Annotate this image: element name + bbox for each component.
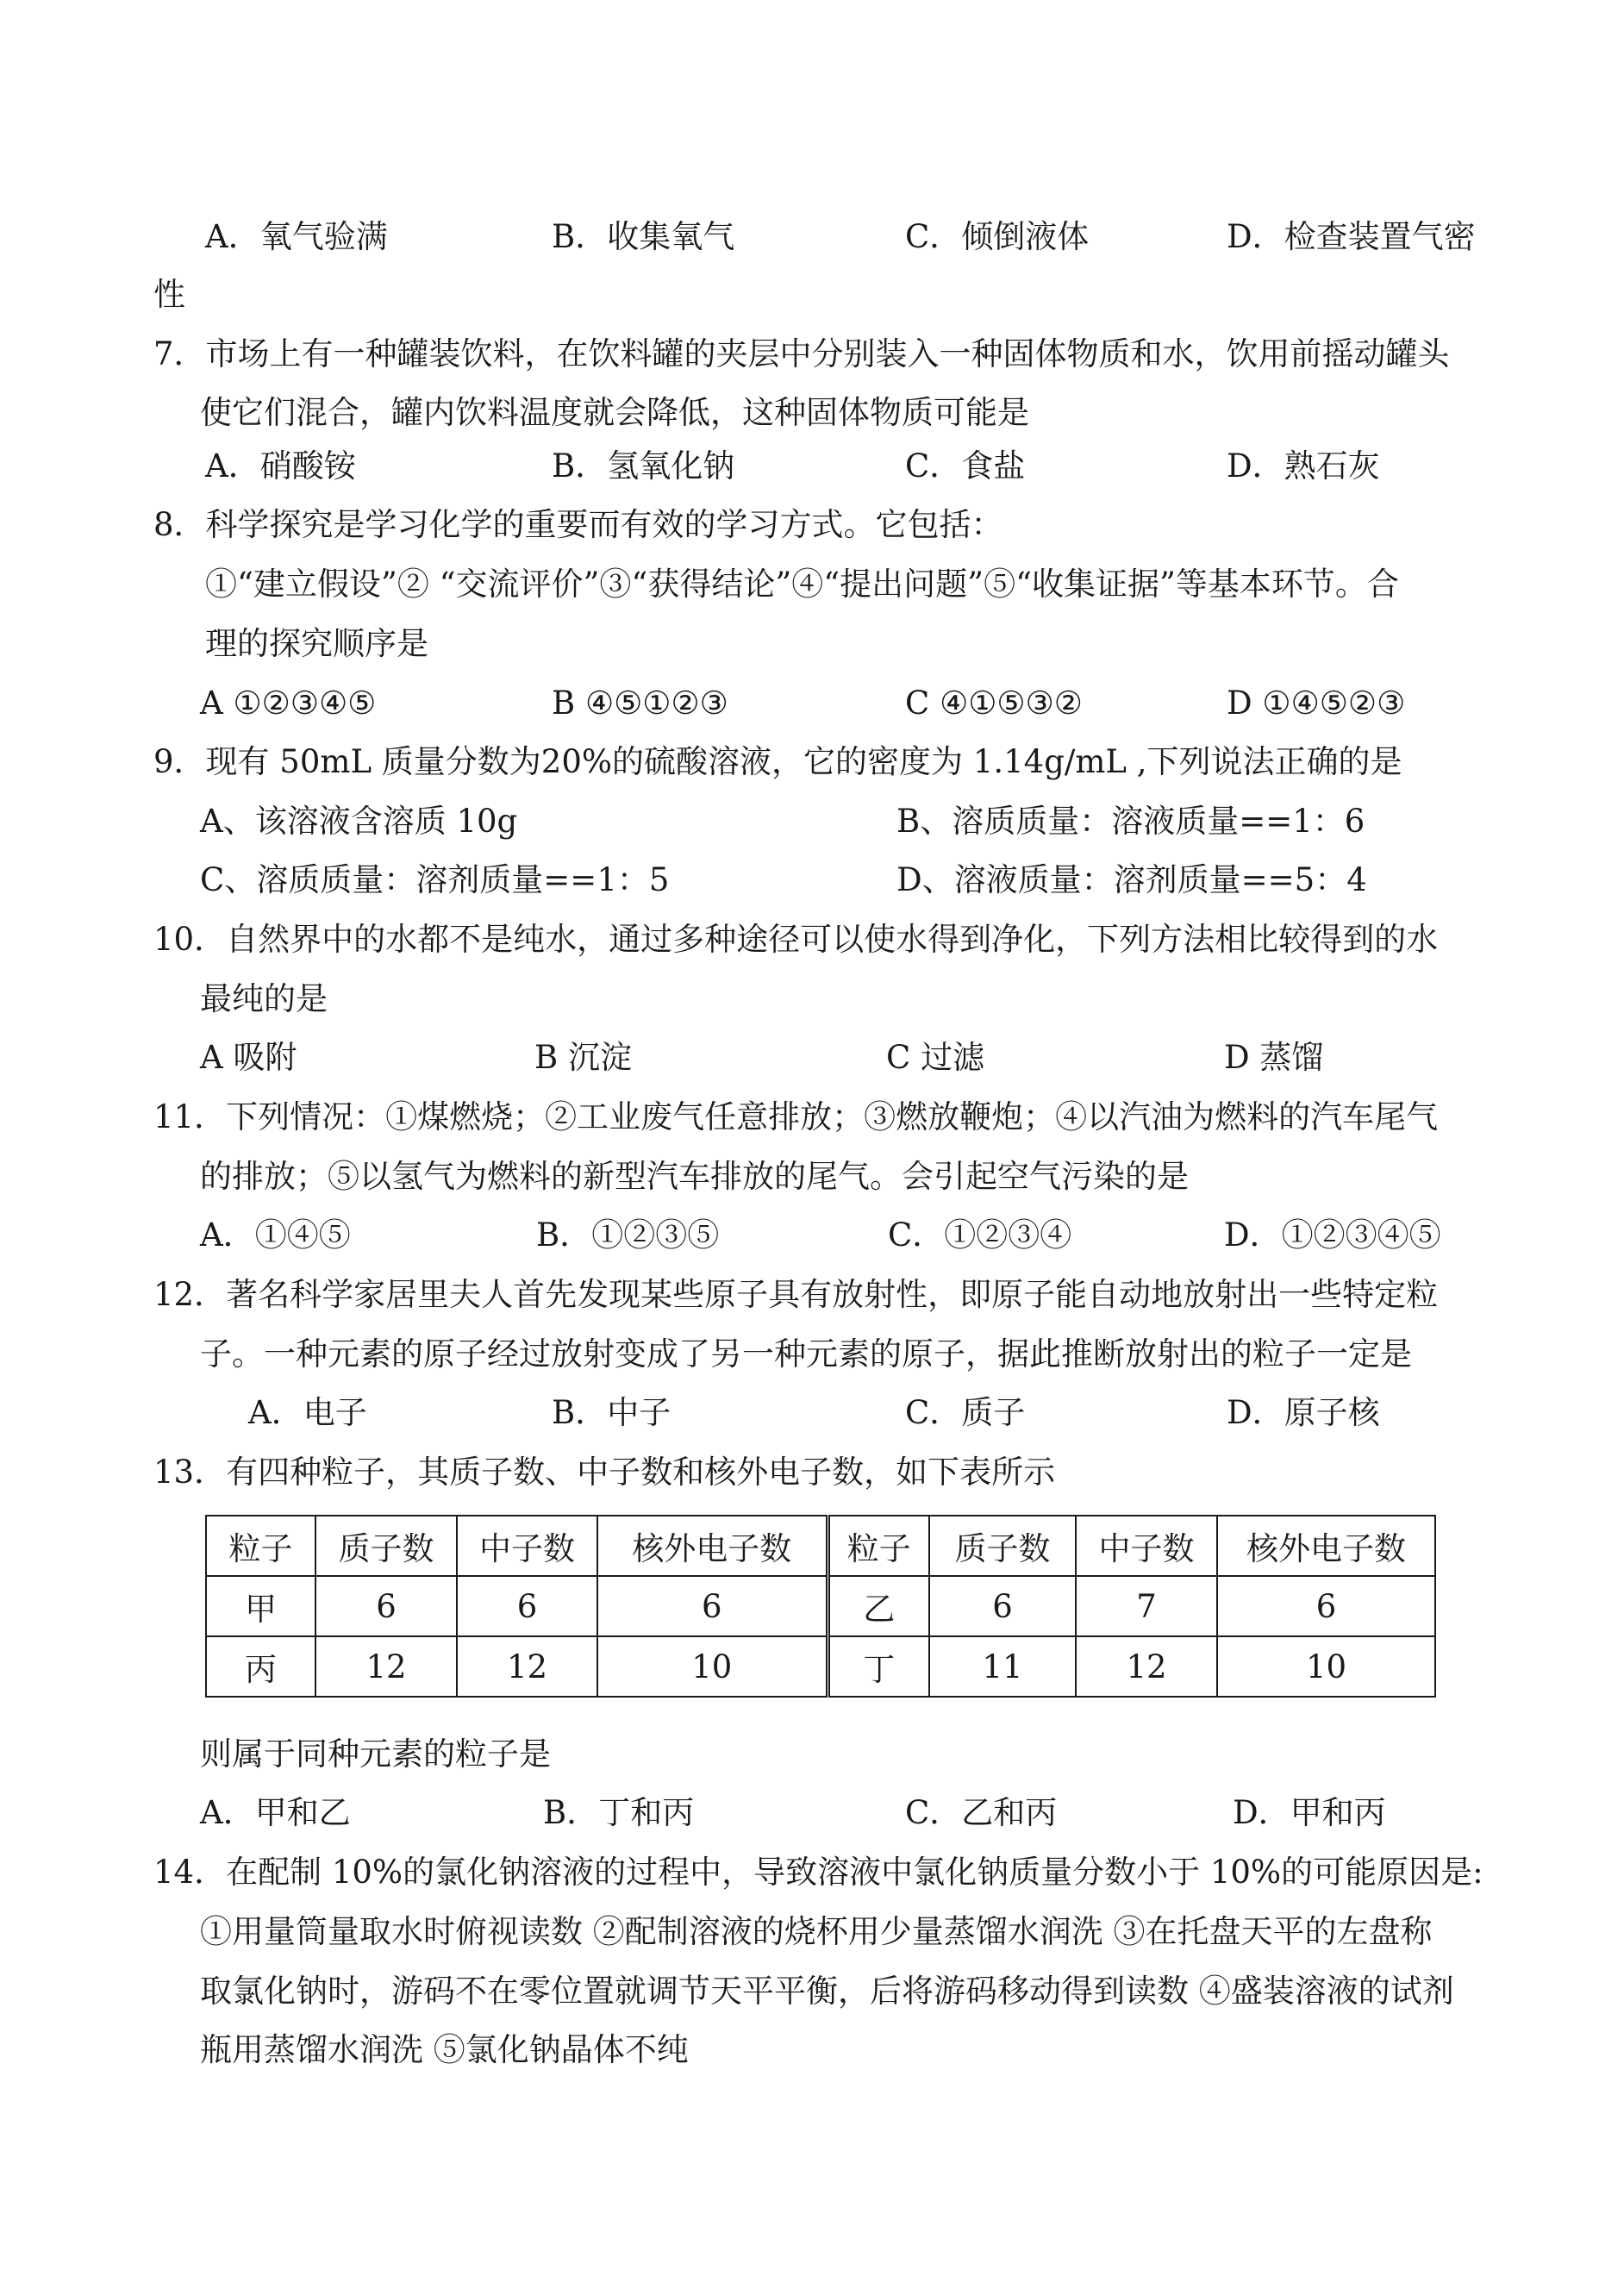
q13-stem-line1: 13．有四种粒子，其质子数、中子数和核外电子数，如下表所示 [153,1454,1056,1491]
q7-stem-line1: 7．市场上有一种罐装饮料，在饮料罐的夹层中分别装入一种固体物质和水，饮用前摇动罐头 [153,335,1450,372]
q13-option-d: D．甲和丙 [1233,1794,1386,1831]
table-cell: 7 [1076,1576,1217,1636]
table-row [206,1636,1435,1697]
q12-option-a: A．电子 [248,1394,367,1431]
table-cell: 11 [929,1636,1076,1697]
q7-option-b: B．氢氧化钠 [552,447,735,485]
q12-option-c: C．质子 [905,1394,1026,1431]
q11-option-a: A．①④⑤ [200,1216,351,1254]
q13-option-b: B．丁和丙 [543,1794,695,1831]
q9-option-c: C、溶质质量：溶剂质量==1：5 [200,861,670,898]
particle-table [205,1515,1436,1698]
q6-option-a: A．氧气验满 [205,218,388,255]
table-cell: 12 [315,1636,457,1697]
table-header-cell: 质子数 [929,1516,1076,1576]
table-cell: 6 [597,1576,828,1636]
q8-stem-line1: 8．科学探究是学习化学的重要而有效的学习方式。它包括： [153,506,1003,543]
q14-stem-line3: 取氯化钠时，游码不在零位置就调节天平平衡，后将游码移动得到读数 ④盛装溶液的试剂 [200,1973,1454,2010]
table-cell: 6 [457,1576,597,1636]
q10-option-a: A 吸附 [200,1039,297,1076]
table-cell: 6 [315,1576,457,1636]
q13-option-a: A．甲和乙 [200,1794,351,1831]
q8-stem-line2: ①“建立假设”② “交流评价”③“获得结论”④“提出问题”⑤“收集证据”等基本环节。合 [205,566,1399,603]
q10-option-c: C 过滤 [886,1039,985,1076]
q14-stem-line2: ①用量筒量取水时俯视读数 ②配制溶液的烧杯用少量蒸馏水润洗 ③在托盘天平的左盘称 [200,1913,1433,1950]
q9-option-b: B、溶质质量：溶液质量==1：6 [896,803,1365,840]
q11-option-b: B．①②③⑤ [536,1216,720,1254]
table-cell: 丁 [828,1636,929,1697]
table-cell: 10 [597,1636,828,1697]
q6-option-d-wrap: 性 [153,276,185,313]
q6-option-c: C．倾倒液体 [905,218,1090,255]
q14-stem-line4: 瓶用蒸馏水润洗 ⑤氯化钠晶体不纯 [200,2031,689,2068]
table-cell: 甲 [206,1576,315,1636]
q12-option-b: B．中子 [552,1394,671,1431]
q11-stem-line1: 11．下列情况：①煤燃烧；②工业废气任意排放；③燃放鞭炮；④以汽油为燃料的汽车尾气 [153,1098,1439,1135]
table-cell: 丙 [206,1636,315,1697]
q9-option-a: A、该溶液含溶质 10g [200,803,518,840]
table-header-cell: 质子数 [315,1516,457,1576]
q8-option-a: A ①②③④⑤ [200,685,377,722]
table-row [206,1576,1435,1636]
table-header-cell: 粒子 [206,1516,315,1576]
q11-option-d: D．①②③④⑤ [1224,1216,1441,1254]
table-header-row [206,1516,1435,1576]
q12-stem-line2: 子。一种元素的原子经过放射变成了另一种元素的原子，据此推断放射出的粒子一定是 [200,1335,1412,1373]
q10-option-b: B 沉淀 [534,1039,632,1076]
q10-stem-line2: 最纯的是 [200,980,328,1017]
q7-option-c: C．食盐 [905,447,1026,485]
q7-option-a: A．硝酸铵 [205,447,356,485]
q13-after-text: 则属于同种元素的粒子是 [200,1735,551,1773]
q8-option-d: D ①④⑤②③ [1227,685,1406,722]
table-cell: 12 [1076,1636,1217,1697]
table-cell: 12 [457,1636,597,1697]
table-cell: 6 [1217,1576,1435,1636]
q7-option-d: D．熟石灰 [1227,447,1380,485]
table-header-cell: 核外电子数 [597,1516,828,1576]
q11-option-c: C．①②③④ [888,1216,1072,1254]
q6-option-d: D．检查装置气密 [1227,218,1476,255]
q14-stem-line1: 14．在配制 10%的氯化钠溶液的过程中，导致溶液中氯化钠质量分数小于 10%的可能原因是: [153,1854,1483,1891]
table-cell: 10 [1217,1636,1435,1697]
table-header-cell: 中子数 [457,1516,597,1576]
q13-option-c: C．乙和丙 [905,1794,1058,1831]
q8-option-c: C ④①⑤③② [905,685,1083,722]
q11-stem-line2: 的排放；⑤以氢气为燃料的新型汽车排放的尾气。会引起空气污染的是 [200,1158,1189,1195]
table-cell: 乙 [828,1576,929,1636]
q10-option-d: D 蒸馏 [1224,1039,1324,1076]
q10-stem-line1: 10．自然界中的水都不是纯水，通过多种途径可以使水得到净化，下列方法相比较得到的水 [153,921,1439,958]
q9-stem-line1: 9．现有 50mL 质量分数为20%的硫酸溶液，它的密度为 1.14g/mL ,下列说法正确的是 [153,743,1402,780]
table-header-cell: 核外电子数 [1217,1516,1435,1576]
table-cell: 6 [929,1576,1076,1636]
q6-option-b: B．收集氧气 [552,218,735,255]
q7-stem-line2: 使它们混合，罐内饮料温度就会降低，这种固体物质可能是 [200,394,1029,431]
q12-option-d: D．原子核 [1227,1394,1380,1431]
q9-option-d: D、溶液质量：溶剂质量==5：4 [896,861,1367,898]
q8-option-b: B ④⑤①②③ [552,685,728,722]
q8-stem-line3: 理的探究顺序是 [205,625,428,662]
table-header-cell: 粒子 [828,1516,929,1576]
q12-stem-line1: 12．著名科学家居里夫人首先发现某些原子具有放射性，即原子能自动地放射出一些特定粒 [153,1276,1439,1313]
table-header-cell: 中子数 [1076,1516,1217,1576]
